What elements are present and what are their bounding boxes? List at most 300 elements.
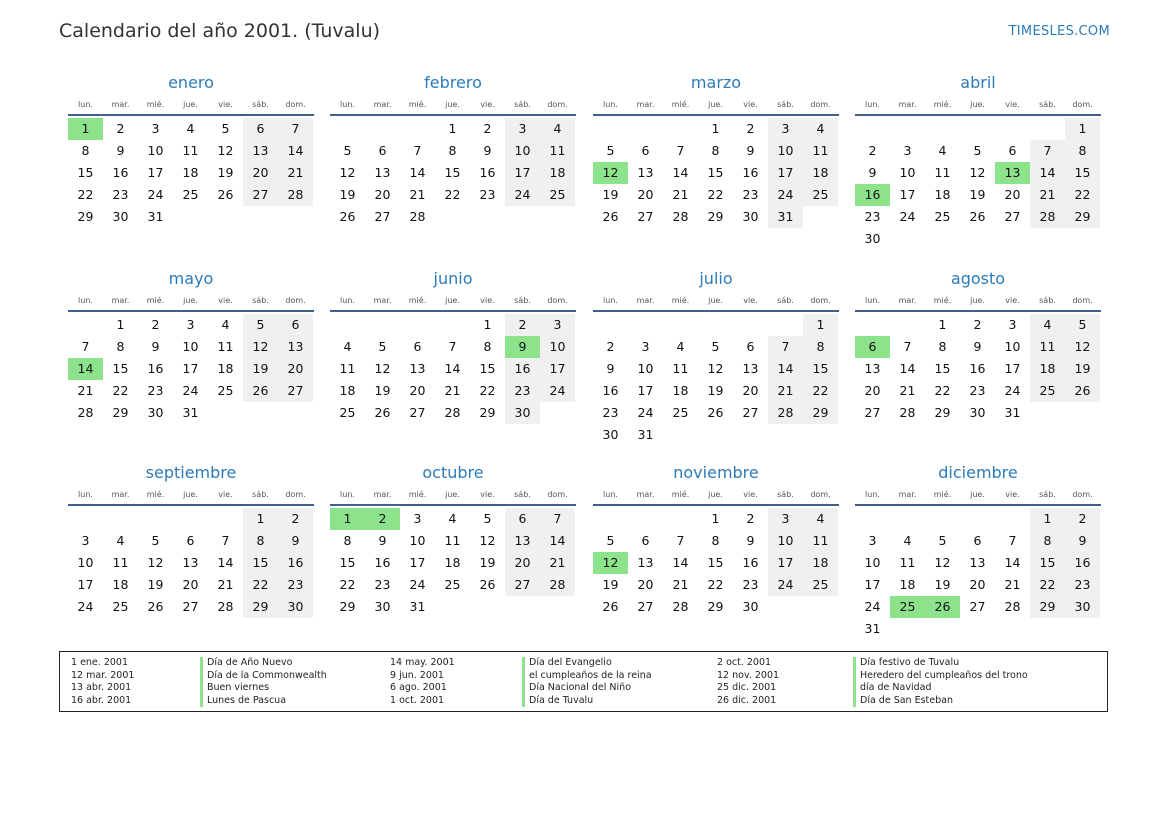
day-cell: 24 xyxy=(182,383,199,398)
day-cell: 31 xyxy=(182,405,199,420)
day-cell: 29 xyxy=(479,405,496,420)
holiday-day: 25 xyxy=(890,596,925,618)
weekday-label: mié. xyxy=(146,100,165,109)
holiday-date: 1 oct. 2001 xyxy=(390,694,445,706)
weekday-label: jue. xyxy=(183,100,198,109)
holiday-date: 2 oct. 2001 xyxy=(717,657,772,668)
day-cell: 9 xyxy=(746,143,755,158)
weekday-label: dom. xyxy=(285,100,306,109)
holiday-name: Día de San Esteban xyxy=(853,695,1028,708)
day-cell: 22 xyxy=(1030,574,1065,596)
day-cell: 12 xyxy=(479,533,496,548)
day-cell: 21 xyxy=(899,383,916,398)
weekday-label: jue. xyxy=(183,296,198,305)
day-cell: 15 xyxy=(707,165,724,180)
day-cell: 22 xyxy=(444,187,461,202)
day-grid xyxy=(68,508,314,618)
holiday-name: Día Nacional del Niño xyxy=(522,682,652,695)
day-grid xyxy=(68,118,314,228)
day-cell: 29 xyxy=(707,209,724,224)
day-cell: 9 xyxy=(278,530,313,552)
week-row xyxy=(330,140,576,162)
day-cell: 20 xyxy=(969,577,986,592)
weekday-label: dom. xyxy=(547,490,568,499)
page-title: Calendario del año 2001. (Tuvalu) xyxy=(59,20,381,42)
day-cell: 26 xyxy=(479,577,496,592)
empty-cell xyxy=(593,508,628,530)
day-cell: 10 xyxy=(637,361,654,376)
day-cell: 23 xyxy=(602,405,619,420)
day-cell: 8 xyxy=(116,339,125,354)
week-row xyxy=(330,552,576,574)
day-cell: 24 xyxy=(899,209,916,224)
day-cell: 17 xyxy=(147,165,164,180)
day-cell: 6 xyxy=(378,143,387,158)
day-cell: 16 xyxy=(374,555,391,570)
day-cell: 12 xyxy=(969,165,986,180)
day-cell: 2 xyxy=(746,121,755,136)
week-row xyxy=(593,184,839,206)
weekday-label: vie. xyxy=(743,100,758,109)
weekday-label: mié. xyxy=(408,490,427,499)
day-cell: 8 xyxy=(448,143,457,158)
day-cell: 25 xyxy=(112,599,129,614)
day-cell: 15 xyxy=(1065,162,1100,184)
weekday-label: mié. xyxy=(933,490,952,499)
week-row xyxy=(855,508,1101,530)
day-cell: 5 xyxy=(711,339,720,354)
day-cell: 11 xyxy=(540,140,575,162)
empty-cell xyxy=(663,424,698,446)
day-cell: 20 xyxy=(409,383,426,398)
week-row xyxy=(330,162,576,184)
week-row xyxy=(855,618,1101,640)
empty-cell xyxy=(698,424,733,446)
day-cell: 5 xyxy=(151,533,160,548)
week-row xyxy=(68,336,314,358)
day-cell: 26 xyxy=(217,187,234,202)
day-cell: 17 xyxy=(182,361,199,376)
holiday-day: 2 xyxy=(365,508,400,530)
week-row xyxy=(855,596,1101,618)
empty-cell xyxy=(1065,402,1100,424)
week-row xyxy=(593,424,839,446)
day-cell: 17 xyxy=(1004,361,1021,376)
day-cell: 2 xyxy=(116,121,125,136)
day-cell: 16 xyxy=(147,361,164,376)
weekday-label: sáb. xyxy=(514,100,531,109)
holiday-name: día de Navidad xyxy=(853,682,1028,695)
day-cell: 9 xyxy=(116,143,125,158)
day-cell: 23 xyxy=(864,209,881,224)
empty-cell xyxy=(330,314,365,336)
day-cell: 7 xyxy=(448,339,457,354)
day-cell: 3 xyxy=(413,511,422,526)
day-cell: 10 xyxy=(182,339,199,354)
day-cell: 12 xyxy=(147,555,164,570)
day-cell: 13 xyxy=(864,361,881,376)
empty-cell xyxy=(103,508,138,530)
empty-cell xyxy=(400,118,435,140)
day-cell: 1 xyxy=(711,121,720,136)
header-rule xyxy=(593,310,839,312)
day-cell: 19 xyxy=(934,577,951,592)
day-cell: 1 xyxy=(243,508,278,530)
empty-cell xyxy=(960,508,995,530)
day-cell: 30 xyxy=(1065,596,1100,618)
weekday-label: mié. xyxy=(146,296,165,305)
day-grid xyxy=(855,314,1101,424)
weekday-header xyxy=(68,100,314,109)
holiday-name: Heredero del cumpleaños del trono xyxy=(853,670,1028,683)
empty-cell xyxy=(540,596,575,618)
empty-cell xyxy=(663,314,698,336)
holiday-name: Día de Tuvalu xyxy=(522,695,652,708)
day-cell: 30 xyxy=(742,209,759,224)
day-cell: 27 xyxy=(182,599,199,614)
weekday-label: dom. xyxy=(285,490,306,499)
day-cell: 19 xyxy=(479,555,496,570)
empty-cell xyxy=(890,618,925,640)
day-cell: 7 xyxy=(903,339,912,354)
week-row xyxy=(68,574,314,596)
empty-cell xyxy=(208,508,243,530)
day-grid xyxy=(855,118,1101,250)
day-cell: 8 xyxy=(243,530,278,552)
day-cell: 31 xyxy=(768,206,803,228)
day-cell: 8 xyxy=(81,143,90,158)
weekday-label: sáb. xyxy=(514,296,531,305)
day-cell: 2 xyxy=(973,317,982,332)
day-cell: 8 xyxy=(1065,140,1100,162)
day-cell: 11 xyxy=(182,143,199,158)
day-grid xyxy=(593,508,839,618)
day-cell: 18 xyxy=(934,187,951,202)
empty-cell xyxy=(768,596,803,618)
day-cell: 17 xyxy=(899,187,916,202)
header-rule xyxy=(855,504,1101,506)
day-cell: 20 xyxy=(243,162,278,184)
weekday-label: mié. xyxy=(933,296,952,305)
header-rule xyxy=(593,504,839,506)
day-cell: 5 xyxy=(606,533,615,548)
day-cell: 25 xyxy=(217,383,234,398)
day-grid xyxy=(68,314,314,424)
day-cell: 29 xyxy=(1030,596,1065,618)
empty-cell xyxy=(208,402,243,424)
month-name: marzo xyxy=(690,73,742,92)
day-cell: 25 xyxy=(803,574,838,596)
day-cell: 9 xyxy=(151,339,160,354)
holiday-legend xyxy=(59,651,1108,712)
weekday-label: mar. xyxy=(636,296,655,305)
weekday-label: vie. xyxy=(218,490,233,499)
weekday-label: jue. xyxy=(708,100,723,109)
weekday-label: jue. xyxy=(970,296,985,305)
empty-cell xyxy=(68,508,103,530)
day-cell: 29 xyxy=(77,209,94,224)
day-cell: 16 xyxy=(602,383,619,398)
day-cell: 29 xyxy=(707,599,724,614)
day-cell: 2 xyxy=(1065,508,1100,530)
day-cell: 16 xyxy=(742,555,759,570)
weekday-label: sáb. xyxy=(514,490,531,499)
week-row xyxy=(855,228,1101,250)
day-cell: 22 xyxy=(339,577,356,592)
day-cell: 19 xyxy=(243,358,278,380)
weekday-label: mié. xyxy=(146,490,165,499)
day-cell: 27 xyxy=(243,184,278,206)
weekday-label: mar. xyxy=(373,100,392,109)
day-cell: 23 xyxy=(147,383,164,398)
empty-cell xyxy=(1065,228,1100,250)
empty-cell xyxy=(960,228,995,250)
weekday-label: sáb. xyxy=(1039,296,1056,305)
empty-cell xyxy=(593,118,628,140)
empty-cell xyxy=(505,206,540,228)
empty-cell xyxy=(925,228,960,250)
day-cell: 8 xyxy=(711,143,720,158)
day-cell: 28 xyxy=(899,405,916,420)
day-cell: 18 xyxy=(803,552,838,574)
empty-cell xyxy=(663,508,698,530)
week-row xyxy=(855,206,1101,228)
day-cell: 15 xyxy=(243,552,278,574)
weekday-header xyxy=(593,100,839,109)
day-cell: 30 xyxy=(374,599,391,614)
weekday-header xyxy=(855,100,1101,109)
week-row xyxy=(855,140,1101,162)
weekday-label: vie. xyxy=(480,296,495,305)
day-cell: 27 xyxy=(409,405,426,420)
day-cell: 18 xyxy=(540,162,575,184)
day-cell: 23 xyxy=(742,187,759,202)
weekday-label: vie. xyxy=(1005,296,1020,305)
holiday-day: 9 xyxy=(505,336,540,358)
day-cell: 30 xyxy=(505,402,540,424)
day-cell: 25 xyxy=(444,577,461,592)
day-cell: 1 xyxy=(938,317,947,332)
day-cell: 26 xyxy=(602,599,619,614)
empty-cell xyxy=(925,508,960,530)
day-cell: 14 xyxy=(672,555,689,570)
week-row xyxy=(855,336,1101,358)
day-cell: 26 xyxy=(969,209,986,224)
day-cell: 28 xyxy=(77,405,94,420)
day-cell: 18 xyxy=(112,577,129,592)
day-cell: 8 xyxy=(343,533,352,548)
week-row xyxy=(68,358,314,380)
weekday-label: lun. xyxy=(603,296,618,305)
empty-cell xyxy=(435,314,470,336)
empty-cell xyxy=(855,314,890,336)
day-cell: 17 xyxy=(409,555,426,570)
weekday-header xyxy=(68,490,314,499)
empty-cell xyxy=(628,118,663,140)
empty-cell xyxy=(68,314,103,336)
empty-cell xyxy=(925,618,960,640)
empty-cell xyxy=(663,118,698,140)
site-link[interactable]: TIMESLES.COM xyxy=(1008,24,1110,39)
header-rule xyxy=(855,310,1101,312)
day-cell: 21 xyxy=(1004,577,1021,592)
day-grid xyxy=(593,118,839,228)
day-grid xyxy=(855,508,1101,640)
empty-cell xyxy=(1030,118,1065,140)
month-name: julio xyxy=(699,269,733,288)
holiday-date: 6 ago. 2001 xyxy=(390,682,447,693)
empty-cell xyxy=(435,596,470,618)
day-cell: 24 xyxy=(77,599,94,614)
day-cell: 29 xyxy=(243,596,278,618)
day-cell: 17 xyxy=(768,162,803,184)
weekday-label: mar. xyxy=(373,490,392,499)
day-cell: 22 xyxy=(707,187,724,202)
day-cell: 11 xyxy=(217,339,234,354)
day-cell: 4 xyxy=(116,533,125,548)
empty-cell xyxy=(890,118,925,140)
day-cell: 16 xyxy=(969,361,986,376)
day-cell: 21 xyxy=(409,187,426,202)
day-cell: 13 xyxy=(374,165,391,180)
day-cell: 19 xyxy=(147,577,164,592)
week-row xyxy=(855,162,1101,184)
weekday-label: mar. xyxy=(898,296,917,305)
weekday-label: jue. xyxy=(183,490,198,499)
holiday-date: 13 abr. 2001 xyxy=(71,682,132,693)
day-cell: 31 xyxy=(147,209,164,224)
holiday-date: 9 jun. 2001 xyxy=(390,669,444,681)
day-cell: 13 xyxy=(742,361,759,376)
day-cell: 9 xyxy=(746,533,755,548)
day-cell: 21 xyxy=(77,383,94,398)
day-cell: 14 xyxy=(768,358,803,380)
day-cell: 5 xyxy=(973,143,982,158)
day-cell: 28 xyxy=(540,574,575,596)
day-cell: 21 xyxy=(672,577,689,592)
day-cell: 6 xyxy=(641,533,650,548)
empty-cell xyxy=(803,424,838,446)
holiday-day: 16 xyxy=(855,184,890,206)
day-cell: 15 xyxy=(444,165,461,180)
day-cell: 13 xyxy=(505,530,540,552)
day-cell: 11 xyxy=(899,555,916,570)
day-cell: 29 xyxy=(339,599,356,614)
weekday-label: dom. xyxy=(810,100,831,109)
empty-cell xyxy=(173,508,208,530)
weekday-label: mié. xyxy=(933,100,952,109)
holiday-day: 26 xyxy=(925,596,960,618)
day-cell: 30 xyxy=(112,209,129,224)
day-cell: 24 xyxy=(637,405,654,420)
day-cell: 14 xyxy=(672,165,689,180)
week-row xyxy=(593,530,839,552)
day-cell: 4 xyxy=(803,118,838,140)
week-row xyxy=(593,118,839,140)
week-row xyxy=(593,140,839,162)
day-cell: 21 xyxy=(444,383,461,398)
holiday-date: 16 abr. 2001 xyxy=(71,694,132,706)
day-cell: 7 xyxy=(81,339,90,354)
day-cell: 7 xyxy=(676,143,685,158)
empty-cell xyxy=(1030,402,1065,424)
day-cell: 1 xyxy=(483,317,492,332)
day-cell: 30 xyxy=(742,599,759,614)
day-cell: 15 xyxy=(707,555,724,570)
day-cell: 5 xyxy=(221,121,230,136)
empty-cell xyxy=(243,206,278,228)
day-cell: 18 xyxy=(1030,358,1065,380)
empty-cell xyxy=(628,508,663,530)
day-cell: 14 xyxy=(409,165,426,180)
day-cell: 4 xyxy=(676,339,685,354)
week-row xyxy=(68,596,314,618)
day-cell: 3 xyxy=(151,121,160,136)
weekday-label: jue. xyxy=(970,100,985,109)
weekday-label: vie. xyxy=(1005,490,1020,499)
day-cell: 31 xyxy=(1004,405,1021,420)
week-row xyxy=(68,380,314,402)
weekday-label: vie. xyxy=(743,296,758,305)
day-cell: 27 xyxy=(505,574,540,596)
day-cell: 5 xyxy=(606,143,615,158)
legend-names-col-3 xyxy=(853,657,1028,707)
day-cell: 5 xyxy=(483,511,492,526)
holiday-day: 12 xyxy=(593,552,628,574)
day-cell: 9 xyxy=(868,165,877,180)
week-row xyxy=(330,184,576,206)
weekday-label: dom. xyxy=(547,296,568,305)
day-cell: 21 xyxy=(217,577,234,592)
day-cell: 21 xyxy=(540,552,575,574)
empty-cell xyxy=(435,206,470,228)
day-cell: 11 xyxy=(803,530,838,552)
weekday-label: sáb. xyxy=(777,490,794,499)
week-row xyxy=(855,314,1101,336)
weekday-label: lun. xyxy=(78,296,93,305)
day-cell: 27 xyxy=(864,405,881,420)
month-name: febrero xyxy=(424,73,482,92)
holiday-name: Día de la Commonwealth xyxy=(200,670,327,683)
day-cell: 18 xyxy=(899,577,916,592)
week-row xyxy=(330,596,576,618)
day-cell: 19 xyxy=(602,187,619,202)
empty-cell xyxy=(470,596,505,618)
weekday-label: mar. xyxy=(111,296,130,305)
day-cell: 14 xyxy=(1030,162,1065,184)
month-name: septiembre xyxy=(145,463,237,482)
day-cell: 25 xyxy=(672,405,689,420)
weekday-label: mar. xyxy=(898,490,917,499)
empty-cell xyxy=(803,206,838,228)
month-name: junio xyxy=(433,269,473,288)
empty-cell xyxy=(803,596,838,618)
day-cell: 11 xyxy=(803,140,838,162)
day-cell: 3 xyxy=(768,118,803,140)
day-cell: 8 xyxy=(803,336,838,358)
month-name: diciembre xyxy=(938,463,1018,482)
weekday-label: sáb. xyxy=(777,296,794,305)
day-cell: 26 xyxy=(147,599,164,614)
empty-cell xyxy=(278,206,313,228)
empty-cell xyxy=(470,206,505,228)
week-row xyxy=(330,118,576,140)
week-row xyxy=(330,206,576,228)
weekday-label: vie. xyxy=(743,490,758,499)
weekday-label: jue. xyxy=(970,490,985,499)
day-cell: 19 xyxy=(969,187,986,202)
day-cell: 5 xyxy=(243,314,278,336)
